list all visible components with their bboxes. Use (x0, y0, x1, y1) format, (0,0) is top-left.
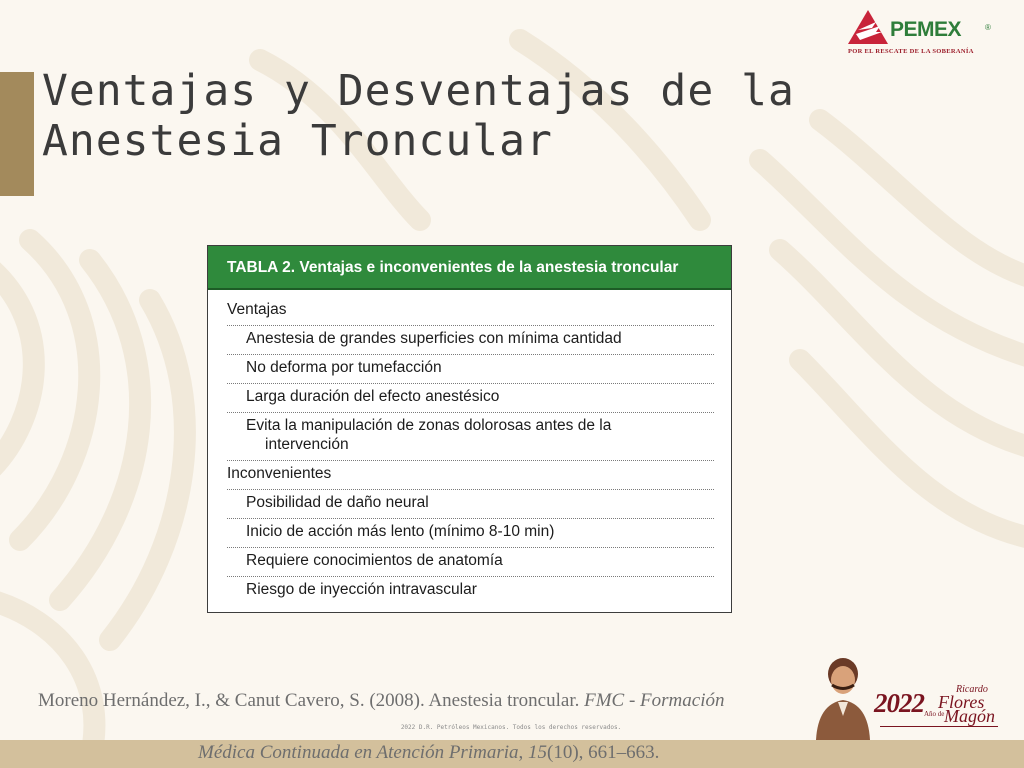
table-row (227, 549, 714, 577)
year-number: 2022 (874, 688, 924, 718)
year-name-first: Ricardo (956, 684, 988, 695)
citation-journal-start: FMC - Formación (584, 690, 725, 711)
citation-line-1 (38, 690, 725, 712)
row-text: Inicio de acción más lento (mínimo 8-10 min) (246, 523, 555, 540)
pemex-wordmark: PEMEX (890, 18, 962, 41)
portrait-illustration (810, 654, 876, 740)
table-row (227, 385, 714, 413)
table-row (227, 414, 714, 461)
slide-title-line-1: Ventajas y Desventajas de la (42, 66, 795, 116)
table-title: TABLA 2. Ventajas e inconvenientes de la anestesia troncular (227, 259, 679, 276)
section-label: Inconvenientes (227, 465, 332, 482)
year-logo-underline (880, 726, 998, 730)
citation-authors: Moreno Hernández, I., & Canut Cavero, S. (2008). Anestesia troncular. (38, 690, 585, 711)
row-text: Anestesia de grandes superficies con mínima cantidad (246, 330, 622, 347)
citation-journal-end: Médica Continuada en Atención Primaria (198, 742, 519, 763)
table-row (227, 356, 714, 384)
year-name-last: Magón (944, 706, 995, 726)
registered-mark: ® (985, 23, 991, 32)
row-text: Larga duración del efecto anestésico (246, 388, 500, 405)
title-accent-bar (0, 72, 34, 196)
table-row (227, 520, 714, 548)
table-section-heading (227, 462, 714, 490)
row-text: No deforma por tumefacción (246, 359, 442, 376)
table-row (227, 578, 714, 606)
row-text: intervención (265, 436, 349, 453)
table-section-heading (227, 298, 714, 326)
table-header (208, 246, 731, 290)
advantages-table (207, 245, 732, 613)
row-text: Requiere conocimientos de anatomía (246, 552, 503, 569)
slide-title-line-2: Anestesia Troncular (42, 116, 553, 166)
pemex-tagline: POR EL RESCATE DE LA SOBERANÍA (848, 48, 974, 55)
row-text: Posibilidad de daño neural (246, 494, 429, 511)
section-label: Ventajas (227, 301, 287, 318)
ricardo-flores-magon-logo (874, 682, 998, 740)
citation-line-2 (198, 742, 659, 764)
citation-volume: 15 (528, 742, 547, 763)
table-row (227, 491, 714, 519)
copyright-notice: 2022 D.R. Petróleos Mexicanos. Todos los derechos reservados. (400, 724, 622, 731)
row-text: Evita la manipulación de zonas dolorosas antes de la (246, 417, 612, 434)
slide-title (42, 66, 862, 166)
pemex-eagle-icon (846, 10, 890, 48)
pemex-logo (846, 10, 996, 60)
year-name-middle: Flores (938, 692, 985, 712)
table-row (227, 327, 714, 355)
row-text: Riesgo de inyección intravascular (246, 581, 477, 598)
citation-separator: , (518, 742, 528, 763)
year-anio: Año de (924, 710, 945, 718)
citation-issue-pages: (10), 661–663. (547, 742, 660, 763)
